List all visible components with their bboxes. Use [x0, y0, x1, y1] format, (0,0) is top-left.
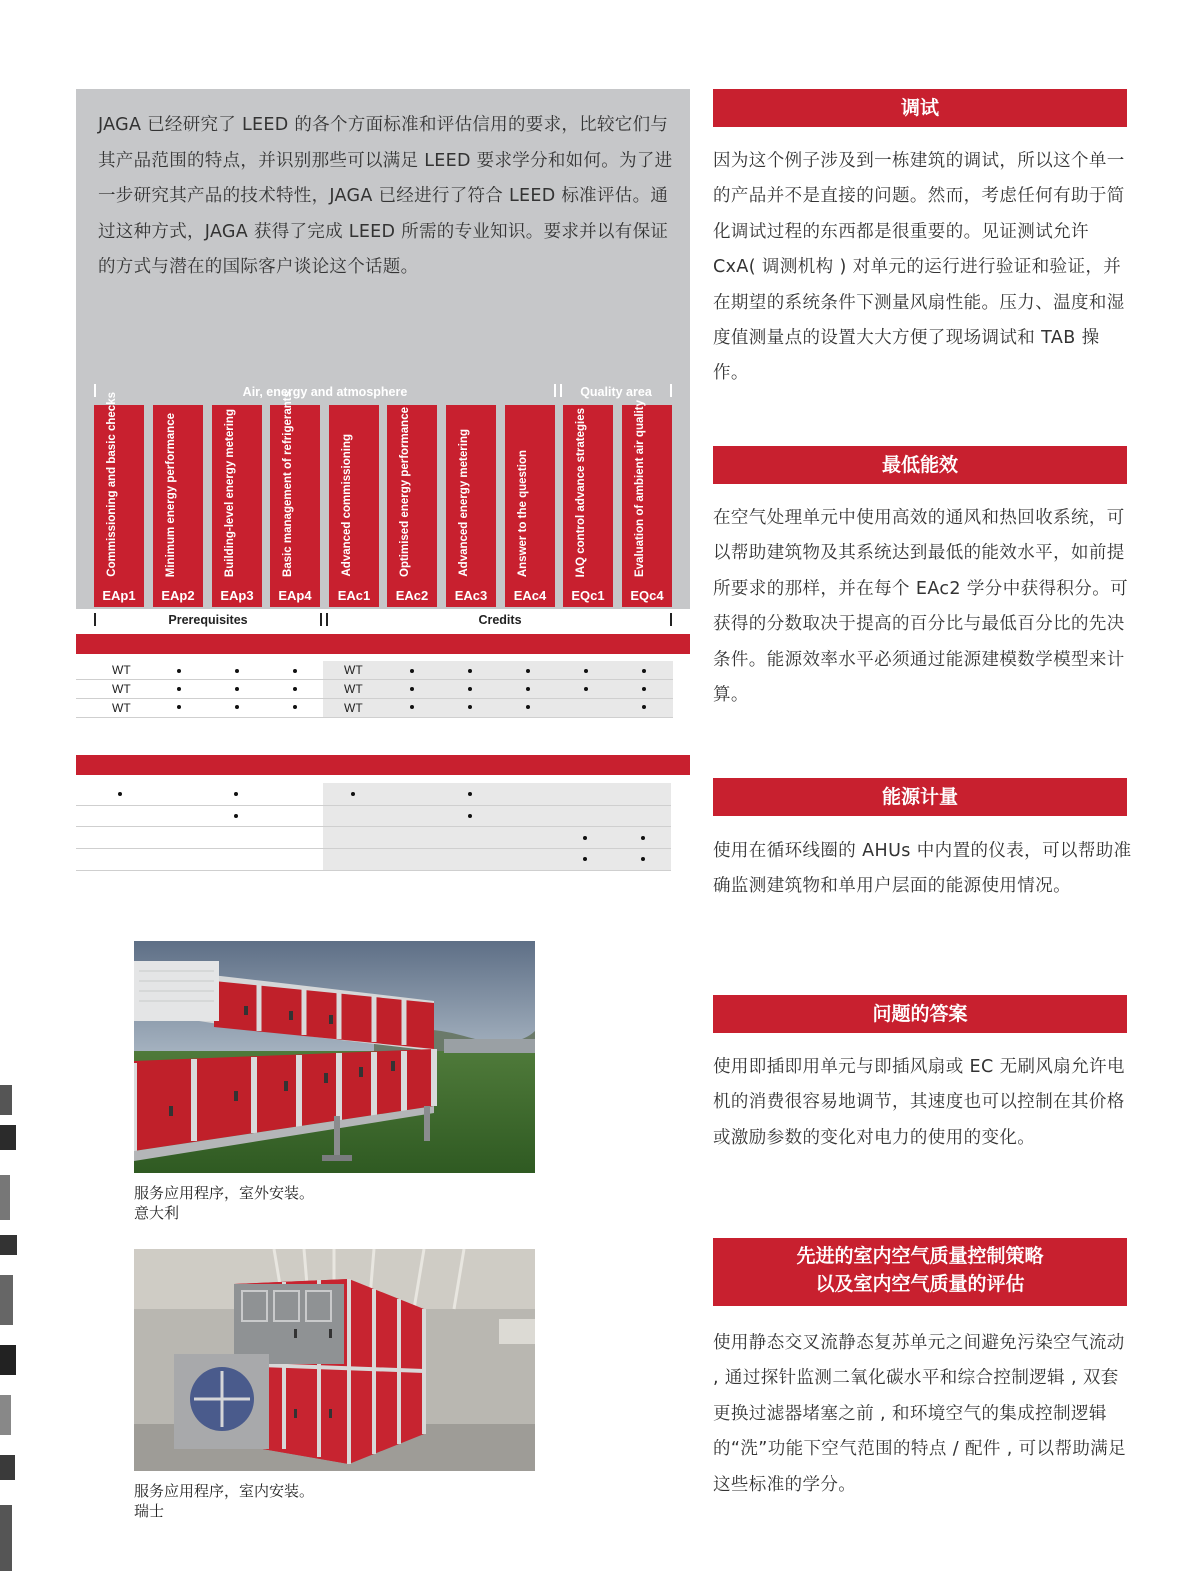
row-label: WT — [112, 663, 131, 677]
column-code: EQc4 — [630, 588, 664, 603]
section-title-answer: 问题的答案 — [713, 995, 1127, 1033]
section-title-energy-metering: 能源计量 — [713, 778, 1127, 816]
section-body-iaq: 使用静态交叉流静态复苏单元之间避免污染空气流动 , 通过探针监测二氧化碳水平和综合控制逻辑 , 双套更换过滤器堵塞之前 , 和环境空气的集成控制逻辑的“洗”功能下空气范围的特点 / 配件 , 可以帮助满足这些标准的学分。 — [713, 1333, 1127, 1495]
page-edge-decoration — [0, 1085, 18, 1571]
table-dot — [235, 669, 239, 673]
column-name: Basic management of refrigerants — [282, 391, 294, 577]
column-eqc4 — [622, 399, 672, 607]
table-dot — [468, 792, 472, 796]
table-dot — [526, 705, 530, 709]
row-divider — [76, 826, 671, 827]
row-divider — [76, 870, 671, 871]
table-dot — [235, 705, 239, 709]
group-tick — [670, 613, 672, 626]
column-eac4 — [505, 405, 555, 607]
row-label: WT — [344, 682, 363, 696]
group-credits: Credits — [478, 613, 522, 627]
table-dot — [293, 669, 297, 673]
row-label: WT — [112, 701, 131, 715]
column-code: EAc3 — [454, 588, 488, 603]
column-name: Advanced energy metering — [458, 429, 470, 577]
caption-line: 服务应用程序，室内安装。 — [134, 1482, 315, 1500]
table-dot — [410, 705, 414, 709]
group-tick — [94, 384, 96, 397]
column-eap3 — [212, 405, 262, 607]
table-dot — [584, 669, 588, 673]
photo-caption-outdoor — [134, 1183, 314, 1223]
column-name: IAQ control advance strategies — [575, 407, 587, 577]
column-name: Answer to the question — [517, 449, 529, 577]
column-eap1 — [94, 392, 144, 607]
table-dot — [351, 792, 355, 796]
row-label: WT — [112, 682, 131, 696]
row-label: WT — [344, 663, 363, 677]
row-label: WT — [344, 701, 363, 715]
column-name: Optimised energy performance — [399, 407, 411, 577]
group-prerequisites: Prerequisites — [168, 613, 248, 627]
table-dot — [642, 687, 646, 691]
column-code: EAp4 — [278, 588, 312, 603]
group-tick — [320, 613, 322, 626]
table-dot — [410, 669, 414, 673]
table-dot — [642, 669, 646, 673]
caption-line: 意大利 — [134, 1204, 180, 1222]
section-body-commissioning: 因为这个例子涉及到一栋建筑的调试，所以这个单一的产品并不是直接的问题。然而，考虑任何有助于简化调试过程的东西都是很重要的。见证测试允许 CxA( 调测机构 ) 对单元的运行进行验证和验证，并在期望的系统条件下测量风扇性能。压力、温度和湿度值测量点的设置大大方便了现场调试和 TAB 操作。 — [713, 151, 1125, 384]
table-dot — [583, 836, 587, 840]
table-dot — [641, 836, 645, 840]
group-tick — [670, 384, 672, 397]
table-dot — [584, 687, 588, 691]
column-eqc1 — [563, 405, 613, 607]
group-quality-area: Quality area — [580, 385, 652, 399]
table-dot — [641, 857, 645, 861]
table-dot — [642, 705, 646, 709]
column-eac1 — [329, 405, 379, 607]
section-body-answer: 使用即插即用单元与即插风扇或 EC 无刷风扇允许电机的消费很容易地调节，其速度也可以控制在其价格或激励参数的变化对电力的使用的变化。 — [713, 1057, 1125, 1148]
table-dot — [468, 814, 472, 818]
section-title-commissioning: 调试 — [713, 89, 1127, 127]
section-title-line: 先进的室内空气质量控制策略 — [796, 1245, 1044, 1267]
outdoor-unit-illustration — [134, 941, 535, 1173]
row-divider — [76, 805, 671, 806]
photo-indoor-unit — [134, 1249, 535, 1471]
table-dot — [468, 687, 472, 691]
row-divider — [76, 848, 671, 849]
section-title-line: 以及室内空气质量的评估 — [815, 1273, 1025, 1295]
table-dot — [293, 687, 297, 691]
table-dot — [526, 687, 530, 691]
column-eac2 — [387, 405, 437, 607]
edge-shape — [0, 1085, 18, 1571]
column-code: EAc1 — [337, 588, 371, 603]
table-dot — [177, 669, 181, 673]
photo-caption-indoor — [134, 1481, 314, 1521]
column-name: Commissioning and basic checks — [106, 392, 118, 577]
table1-header-bar — [76, 634, 690, 654]
column-code: EAc4 — [513, 588, 547, 603]
column-eac3 — [446, 405, 496, 607]
intro-text: JAGA 已经研究了 LEED 的各个方面标准和评估信用的要求，比较它们与其产品范围的特点，并识别那些可以满足 LEED 要求学分和如何。为了进一步研究其产品的技术特性，JAGA 已经进行了符合 LEED 标准评估。通过这种方式，JAGA 获得了完成 LEED 所需的专业知识。要求并以有保证的方式与潜在的国际客户谈论这个话题。 — [98, 115, 673, 277]
photo-outdoor-unit — [134, 941, 535, 1173]
table-dot — [234, 814, 238, 818]
group-tick — [554, 384, 556, 397]
column-code: EAc2 — [395, 588, 429, 603]
table-dot — [583, 857, 587, 861]
section-body-min-efficiency: 在空气处理单元中使用高效的通风和热回收系统，可以帮助建筑物及其系统达到最低的能效水平，如前提所要求的那样，并在每个 EAc2 学分中获得积分。可获得的分数取决于提高的百分比与最低百分比的先决条件。能源效率水平必须通过能源建模数学模型来计算。 — [713, 508, 1129, 706]
column-code: EAp1 — [102, 588, 136, 603]
section-body-energy-metering: 使用在循环线圈的 AHUs 中内置的仪表，可以帮助准确监测建筑物和单用户层面的能源使用情况。 — [713, 841, 1132, 897]
column-name: Building-level energy metering — [224, 408, 236, 577]
table-dot — [526, 669, 530, 673]
table-dot — [118, 792, 122, 796]
column-name: Evaluation of ambient air quality — [634, 399, 646, 577]
section-title-min-efficiency: 最低能效 — [713, 446, 1127, 484]
column-eap4 — [270, 391, 320, 607]
table-dot — [293, 705, 297, 709]
table-dot — [234, 792, 238, 796]
group-air-energy: Air, energy and atmosphere — [242, 385, 408, 399]
column-code: EQc1 — [571, 588, 605, 603]
table-dot — [177, 687, 181, 691]
column-code: EAp2 — [161, 588, 195, 603]
table-dot — [177, 705, 181, 709]
table-dot — [410, 687, 414, 691]
indoor-unit-illustration — [134, 1249, 535, 1471]
table-dot — [235, 687, 239, 691]
table2-header-bar — [76, 755, 690, 775]
column-eap2 — [153, 405, 203, 607]
column-name: Minimum energy performance — [165, 412, 177, 577]
section-title-iaq — [713, 1238, 1127, 1306]
table-row — [76, 699, 673, 718]
table-dot — [468, 705, 472, 709]
column-name: Advanced commissioning — [341, 434, 353, 577]
caption-line: 服务应用程序，室外安装。 — [134, 1184, 315, 1202]
caption-line: 瑞士 — [134, 1502, 165, 1520]
column-code: EAp3 — [220, 588, 254, 603]
table-dot — [468, 669, 472, 673]
